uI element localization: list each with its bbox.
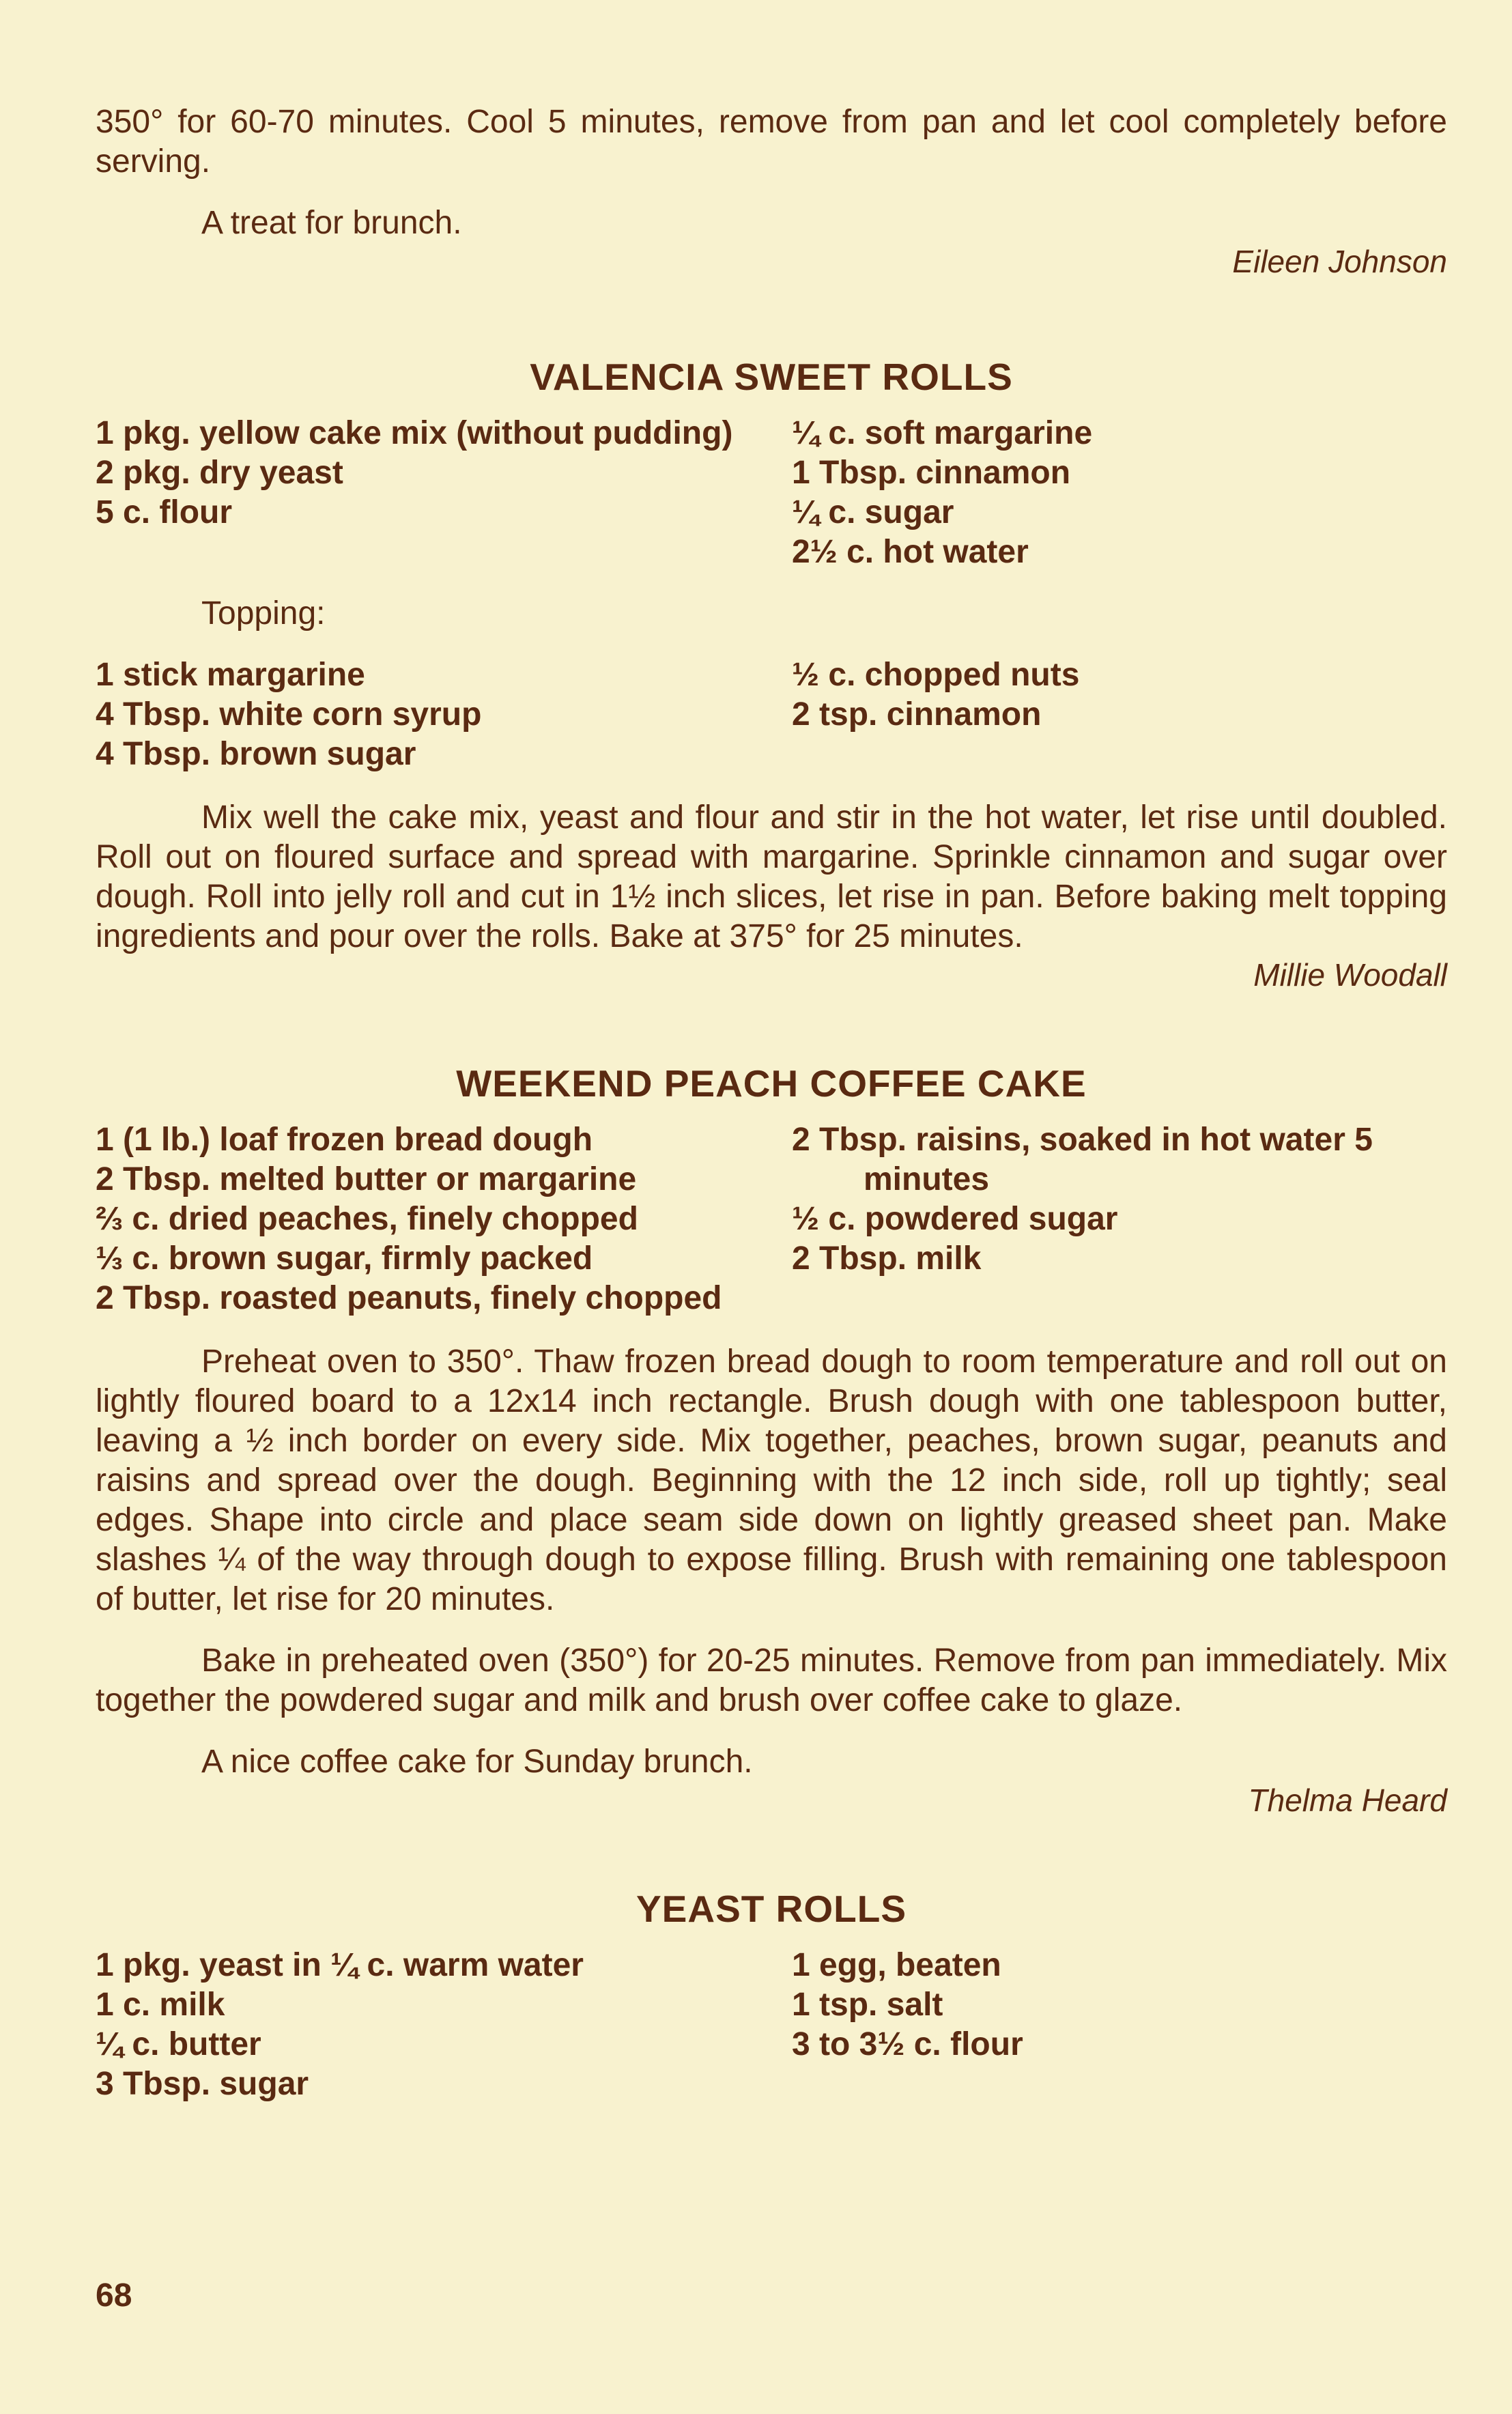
ingredient-list [96,1120,1447,1318]
intro-note: A treat for brunch. [201,205,462,241]
ingredient: 2 tsp. cinnamon [792,696,1042,733]
recipe-directions: Preheat oven to 350°. Thaw frozen bread dough to room temperature and roll out on lightly floured board to a 12x14 inch rectangle. Brush dough with one tablespoon butter, leaving a ½ inch border on every side. Mix together, peaches, brown sugar, peanuts and raisins and spread over the dough. Beginning with the 12 inch side, roll up tightly; seal edges. Shape into circle and place seam side down on lightly greased sheet pan. Make slashes ¼ of the way through dough to expose filling. Brush with remaining one tablespoon of butter, let rise for 20 minutes. [96,1344,1447,1617]
intro-author: Eileen Johnson [1232,244,1447,279]
ingredient: 2 Tbsp. melted butter or margarine [96,1161,637,1197]
ingredient: 3 to 3½ c. flour [792,2026,1023,2062]
ingredient: 1 Tbsp. cinnamon [792,455,1071,491]
ingredient: ⅔ c. dried peaches, finely chopped [96,1201,638,1237]
recipe-title: YEAST ROLLS [636,1888,907,1930]
ingredient: 1 tsp. salt [792,1987,943,2023]
ingredient: 3 Tbsp. sugar [96,2066,309,2102]
ingredient: 2 Tbsp. milk [792,1240,982,1277]
recipe-directions: Bake in preheated oven (350°) for 20-25 minutes. Remove from pan immediately. Mix together the powdered sugar and milk and brush over coffee cake to glaze. [96,1643,1447,1718]
ingredient: 1 stick margarine [96,657,365,693]
topping-label: Topping: [201,595,326,631]
recipe-title: WEEKEND PEACH COFFEE CAKE [456,1062,1087,1105]
ingredient-list [96,414,1447,572]
ingredient: 1 c. milk [96,1987,225,2023]
ingredient: 2 pkg. dry yeast [96,455,343,491]
ingredient: ¼ c. sugar [792,494,954,530]
ingredient: 4 Tbsp. brown sugar [96,736,416,772]
recipe-weekend-peach-coffee-cake [96,1062,1447,1819]
recipe-author: Thelma Heard [1248,1783,1447,1818]
ingredient: 5 c. flour [96,494,233,530]
recipe-author: Millie Woodall [1253,957,1447,993]
cookbook-page [96,102,1447,2104]
ingredient: 2 Tbsp. raisins, soaked in hot water 5 minutes [792,1122,1373,1197]
recipe-directions: Mix well the cake mix, yeast and flour and stir in the hot water, let rise until doubled. Roll out on floured surface and spread with margarine. Sprinkle cinnamon and sugar over dough. Roll into jelly roll and cut in 1½ inch slices, let rise in pan. Before baking melt topping ingredients and pour over the rolls. Bake at 375° for 25 minutes. [96,799,1447,954]
ingredient-list [96,1946,1447,2104]
recipe-note: A nice coffee cake for Sunday brunch. [201,1744,753,1780]
ingredient: ¼ c. butter [96,2026,261,2062]
ingredient: 1 pkg. yeast in ¼ c. warm water [96,1947,584,1983]
page-number: 68 [96,2277,132,2314]
ingredient: 2½ c. hot water [792,534,1029,570]
ingredient: 1 pkg. yellow cake mix (without pudding) [96,415,733,451]
ingredient: 1 (1 lb.) loaf frozen bread dough [96,1122,593,1158]
ingredient: ¼ c. soft margarine [792,415,1093,451]
recipe-yeast-rolls [96,1887,1447,2104]
ingredient: 4 Tbsp. white corn syrup [96,696,482,733]
ingredient: ½ c. chopped nuts [792,657,1080,693]
topping-list [96,655,1447,774]
ingredient: 2 Tbsp. roasted peanuts, finely chopped [96,1280,722,1316]
recipe-title: VALENCIA SWEET ROLLS [530,356,1013,398]
intro-text: 350° for 60-70 minutes. Cool 5 minutes, remove from pan and let cool completely before serving. [96,104,1447,180]
ingredient: ½ c. powdered sugar [792,1201,1118,1237]
recipe-valencia-sweet-rolls [96,355,1447,993]
ingredient: ⅓ c. brown sugar, firmly packed [96,1240,593,1277]
ingredient: 1 egg, beaten [792,1947,1001,1983]
